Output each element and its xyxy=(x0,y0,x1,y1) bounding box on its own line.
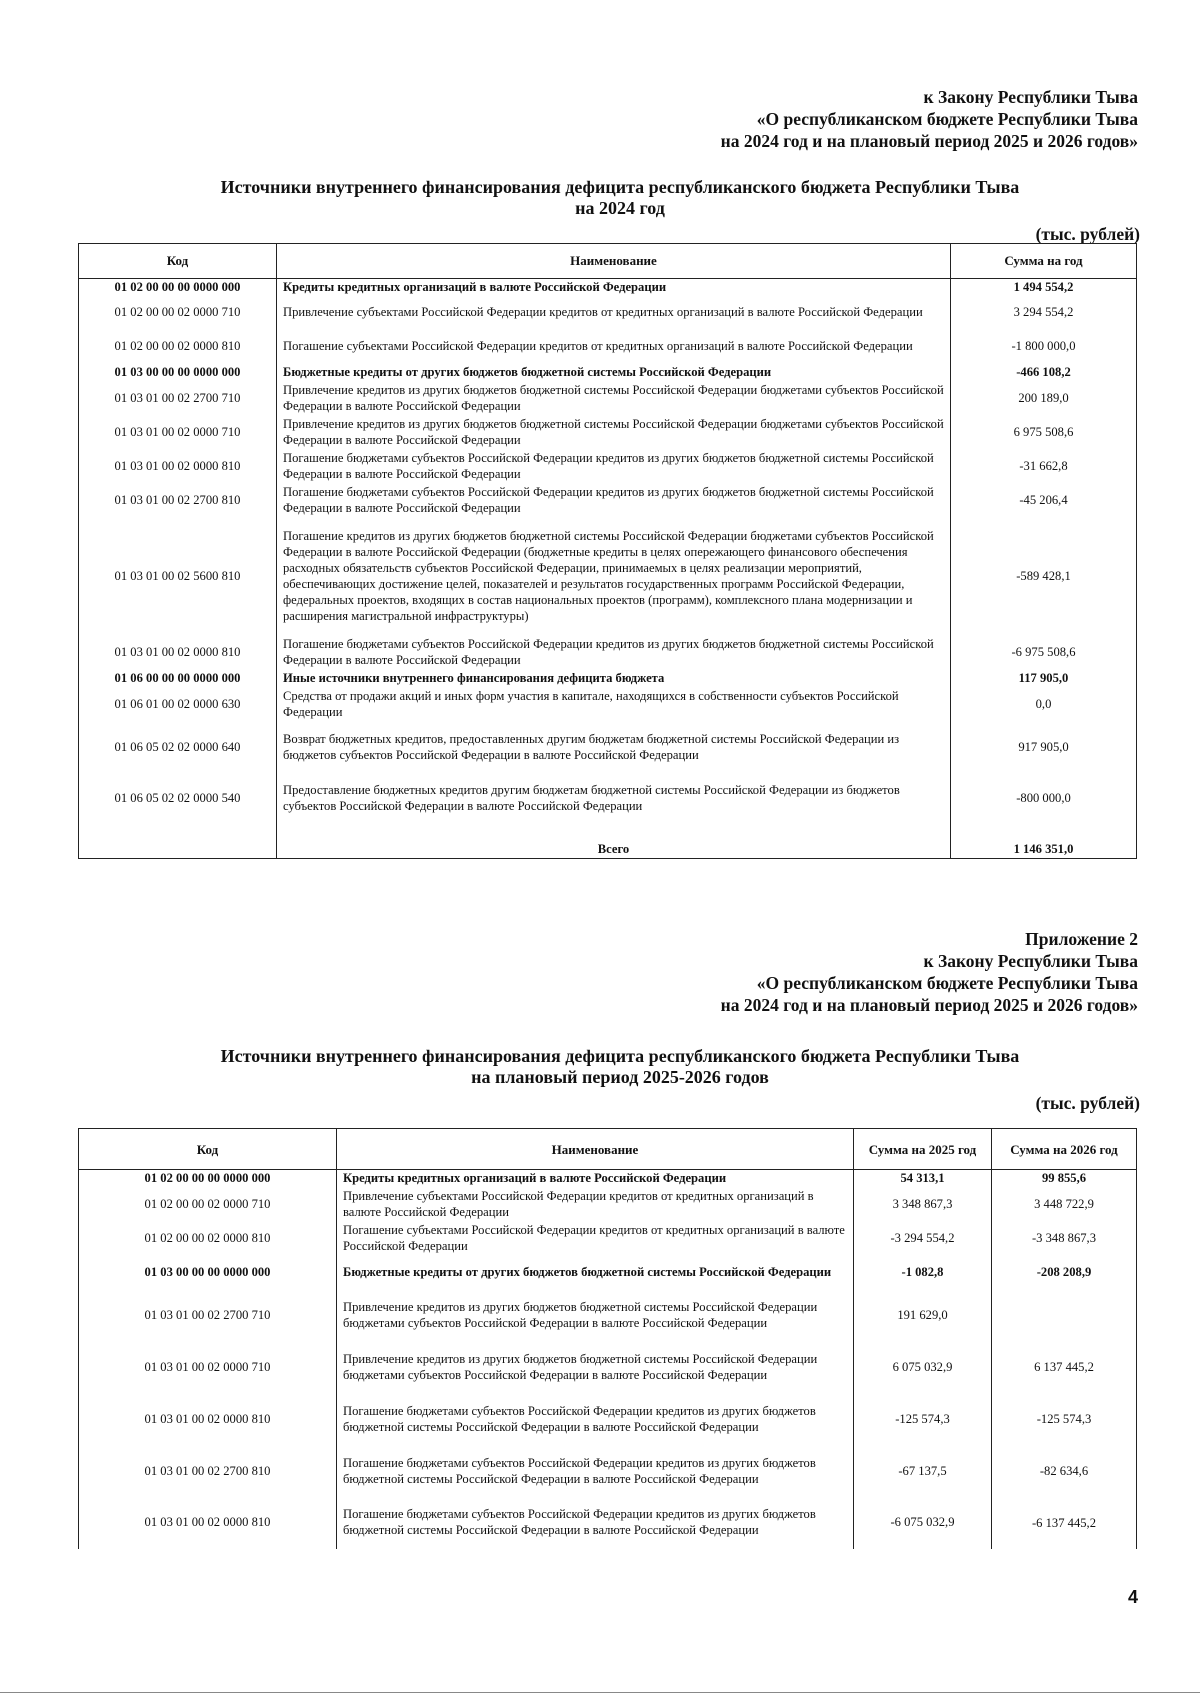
cell-code: 01 02 00 00 02 0000 710 xyxy=(79,1187,337,1221)
table-header-row xyxy=(992,1129,1137,1170)
table-row xyxy=(79,1170,992,1187)
column-header-name: Наименование xyxy=(337,1129,854,1170)
cell-name: Привлечение кредитов из других бюджетов бюджетной системы Российской Федерации бюджетами субъектов Российской Федерации в валюте Российской Федерации xyxy=(337,1341,854,1393)
table-row xyxy=(79,415,1137,449)
title-line: на плановый период 2025-2026 годов xyxy=(471,1067,769,1087)
cell-sum2025: -6 075 032,9 xyxy=(854,1497,992,1549)
table-row xyxy=(79,669,1137,687)
table-row xyxy=(992,1445,1137,1497)
table-row xyxy=(992,1255,1137,1289)
cell-sum2026: 3 448 722,9 xyxy=(992,1187,1137,1221)
cell-sum2025: 6 075 032,9 xyxy=(854,1341,992,1393)
cell-sum2025: 191 629,0 xyxy=(854,1289,992,1341)
table-row xyxy=(992,1341,1137,1393)
cell-code: 01 06 00 00 00 0000 000 xyxy=(79,669,277,687)
cell-code: 01 03 01 00 02 5600 810 xyxy=(79,517,277,635)
cell-name: Иные источники внутреннего финансирования дефицита бюджета xyxy=(277,669,951,687)
appendix1-title xyxy=(120,177,1120,219)
cell-code: 01 06 05 02 02 0000 540 xyxy=(79,773,277,823)
cell-name: Бюджетные кредиты от других бюджетов бюджетной системы Российской Федерации xyxy=(277,363,951,381)
cell-sum: -800 000,0 xyxy=(951,773,1137,823)
cell-sum: -1 800 000,0 xyxy=(951,329,1137,363)
cell-sum2025: 3 348 867,3 xyxy=(854,1187,992,1221)
cell-sum: 117 905,0 xyxy=(951,669,1137,687)
cell-sum: -6 975 508,6 xyxy=(951,635,1137,669)
cell-code: 01 03 01 00 02 0000 810 xyxy=(79,1393,337,1445)
page-number: 4 xyxy=(1127,1587,1138,1607)
appendix2-table-2026 xyxy=(991,1128,1137,1549)
header-line: на 2024 год и на плановый период 2025 и 2026 годов» xyxy=(720,131,1138,151)
appendix2-unit-label: (тыс. рублей) xyxy=(1035,1093,1140,1113)
table-row xyxy=(79,1255,992,1289)
cell-sum: -45 206,4 xyxy=(951,483,1137,517)
table-row xyxy=(992,1289,1137,1341)
cell-name: Погашение бюджетами субъектов Российской Федерации кредитов из других бюджетов бюджетной системы Российской Федерации в валюте Российской Федерации xyxy=(337,1497,854,1549)
table-row xyxy=(79,1221,992,1255)
table-row xyxy=(992,1221,1137,1255)
cell-sum: 0,0 xyxy=(951,687,1137,721)
cell-sum: 200 189,0 xyxy=(951,381,1137,415)
table-row xyxy=(79,363,1137,381)
table-row xyxy=(992,1187,1137,1221)
header-line: Приложение 2 xyxy=(1025,929,1138,949)
cell-sum2026: -82 634,6 xyxy=(992,1445,1137,1497)
column-header-sum: Сумма на год xyxy=(951,244,1137,279)
cell-code: 01 03 01 00 02 2700 710 xyxy=(79,1289,337,1341)
table-row xyxy=(79,1445,992,1497)
appendix1-unit-label: (тыс. рублей) xyxy=(1035,224,1140,244)
table-row xyxy=(79,635,1137,669)
appendix2-table-body xyxy=(79,1170,992,1549)
cell-code: 01 03 00 00 00 0000 000 xyxy=(79,1255,337,1289)
cell-name: Привлечение кредитов из других бюджетов бюджетной системы Российской Федерации бюджетами субъектов Российской Федерации в валюте Российской Федерации xyxy=(337,1289,854,1341)
cell-code: 01 03 01 00 02 0000 710 xyxy=(79,1341,337,1393)
cell-code: 01 02 00 00 00 0000 000 xyxy=(79,279,277,296)
cell-name: Погашение бюджетами субъектов Российской Федерации кредитов из других бюджетов бюджетной системы Российской Федерации в валюте Российской Федерации xyxy=(277,483,951,517)
cell-code: 01 03 00 00 00 0000 000 xyxy=(79,363,277,381)
header-line: к Закону Республики Тыва xyxy=(923,951,1138,971)
cell-name: Погашение кредитов из других бюджетов бюджетной системы Российской Федерации бюджетами субъектов Российской Федерации в валюте Российской Федерации (бюджетные кредиты в целях опережающего финансового обеспечения расходных обязательств субъектов Российской Федерации, принимаемых в целях реализации мероприятий, обеспечивающих достижение целей, показателей и результатов государственных программ Российской Федерации, федеральных проектов, входящих в состав национальных проектов (программ), комплексного плана модернизации и расширения магистральной инфраструктуры) xyxy=(277,517,951,635)
table-row xyxy=(79,295,1137,329)
table-header-row xyxy=(79,244,1137,279)
table-row xyxy=(79,329,1137,363)
table-row xyxy=(79,1341,992,1393)
cell-name: Погашение субъектами Российской Федерации кредитов от кредитных организаций в валюте Российской Федерации xyxy=(277,329,951,363)
cell-sum2026: -3 348 867,3 xyxy=(992,1221,1137,1255)
header-line: к Закону Республики Тыва xyxy=(923,87,1138,107)
table-row xyxy=(79,449,1137,483)
cell-code: 01 03 01 00 02 0000 810 xyxy=(79,635,277,669)
cell-sum2026: 6 137 445,2 xyxy=(992,1341,1137,1393)
cell-sum2025: 54 313,1 xyxy=(854,1170,992,1187)
scan-edge-line xyxy=(0,1692,1200,1693)
table-row xyxy=(79,1497,992,1549)
appendix2-table xyxy=(78,1128,992,1549)
column-header-sum-2026: Сумма на 2026 год xyxy=(992,1129,1137,1170)
cell-code: 01 03 01 00 02 2700 810 xyxy=(79,1445,337,1497)
cell-name: Бюджетные кредиты от других бюджетов бюджетной системы Российской Федерации xyxy=(337,1255,854,1289)
cell-sum2025: -67 137,5 xyxy=(854,1445,992,1497)
cell-code: 01 06 01 00 02 0000 630 xyxy=(79,687,277,721)
cell-code: 01 03 01 00 02 0000 810 xyxy=(79,1497,337,1549)
total-label: Всего xyxy=(277,823,951,859)
cell-sum: -589 428,1 xyxy=(951,517,1137,635)
cell-sum: -466 108,2 xyxy=(951,363,1137,381)
cell-sum2026: -208 208,9 xyxy=(992,1255,1137,1289)
cell-name: Привлечение кредитов из других бюджетов бюджетной системы Российской Федерации бюджетами субъектов Российской Федерации в валюте Российской Федерации xyxy=(277,381,951,415)
appendix1-table-body xyxy=(79,279,1137,859)
cell-name: Привлечение кредитов из других бюджетов бюджетной системы Российской Федерации бюджетами субъектов Российской Федерации в валюте Российской Федерации xyxy=(277,415,951,449)
cell-sum: 1 494 554,2 xyxy=(951,279,1137,296)
cell-sum: -31 662,8 xyxy=(951,449,1137,483)
cell-code: 01 02 00 00 02 0000 810 xyxy=(79,329,277,363)
title-line: на 2024 год xyxy=(575,198,665,218)
cell-sum2025: -125 574,3 xyxy=(854,1393,992,1445)
cell-name: Погашение бюджетами субъектов Российской Федерации кредитов из других бюджетов бюджетной системы Российской Федерации в валюте Российской Федерации xyxy=(337,1393,854,1445)
cell-name: Привлечение субъектами Российской Федерации кредитов от кредитных организаций в валюте Российской Федерации xyxy=(337,1187,854,1221)
cell-sum: 3 294 554,2 xyxy=(951,295,1137,329)
table-row xyxy=(79,687,1137,721)
column-header-name: Наименование xyxy=(277,244,951,279)
table-row xyxy=(79,1289,992,1341)
cell-sum2026: 99 855,6 xyxy=(992,1170,1137,1187)
cell-name: Погашение бюджетами субъектов Российской Федерации кредитов из других бюджетов бюджетной системы Российской Федерации в валюте Российской Федерации xyxy=(337,1445,854,1497)
cell-sum2025: -3 294 554,2 xyxy=(854,1221,992,1255)
table-row xyxy=(79,1187,992,1221)
header-line: «О республиканском бюджете Республики Тыва xyxy=(756,109,1138,129)
cell-name: Возврат бюджетных кредитов, предоставленных другим бюджетам бюджетной системы Российской Федерации из бюджетов субъектов Российской Федерации в валюте Российской Федерации xyxy=(277,721,951,773)
table-header-row xyxy=(79,1129,992,1170)
appendix2-header xyxy=(721,928,1138,1016)
cell-sum2026 xyxy=(992,1289,1137,1341)
total-sum: 1 146 351,0 xyxy=(951,823,1137,859)
header-line: «О республиканском бюджете Республики Тыва xyxy=(756,973,1138,993)
cell-name: Предоставление бюджетных кредитов другим бюджетам бюджетной системы Российской Федерации из бюджетов субъектов Российской Федерации в валюте Российской Федерации xyxy=(277,773,951,823)
column-header-code: Код xyxy=(79,244,277,279)
cell-sum: 917 905,0 xyxy=(951,721,1137,773)
cell-name: Кредиты кредитных организаций в валюте Российской Федерации xyxy=(277,279,951,296)
table-row xyxy=(992,1393,1137,1445)
table-row xyxy=(79,517,1137,635)
column-header-code: Код xyxy=(79,1129,337,1170)
cell-code: 01 06 05 02 02 0000 640 xyxy=(79,721,277,773)
table-row xyxy=(79,381,1137,415)
cell-sum2026: -6 137 445,2 xyxy=(992,1497,1137,1549)
table-row xyxy=(79,773,1137,823)
cell-code: 01 03 01 00 02 2700 810 xyxy=(79,483,277,517)
table-row xyxy=(79,721,1137,773)
table-row xyxy=(992,1497,1137,1549)
column-header-sum-2025: Сумма на 2025 год xyxy=(854,1129,992,1170)
appendix1-table xyxy=(78,243,1137,859)
table-row xyxy=(79,1393,992,1445)
cell-name: Средства от продажи акций и иных форм участия в капитале, находящихся в собственности субъектов Российской Федерации xyxy=(277,687,951,721)
cell-code: 01 03 01 00 02 0000 710 xyxy=(79,415,277,449)
cell-code: 01 02 00 00 02 0000 710 xyxy=(79,295,277,329)
cell-name: Погашение бюджетами субъектов Российской Федерации кредитов из других бюджетов бюджетной системы Российской Федерации в валюте Российской Федерации xyxy=(277,449,951,483)
cell-code: 01 03 01 00 02 0000 810 xyxy=(79,449,277,483)
cell-name: Погашение бюджетами субъектов Российской Федерации кредитов из других бюджетов бюджетной системы Российской Федерации в валюте Российской Федерации xyxy=(277,635,951,669)
cell-name: Погашение субъектами Российской Федерации кредитов от кредитных организаций в валюте Российской Федерации xyxy=(337,1221,854,1255)
cell-sum: 6 975 508,6 xyxy=(951,415,1137,449)
header-line: на 2024 год и на плановый период 2025 и 2026 годов» xyxy=(720,995,1138,1015)
cell-sum2026: -125 574,3 xyxy=(992,1393,1137,1445)
cell-sum2025: -1 082,8 xyxy=(854,1255,992,1289)
table-row xyxy=(992,1170,1137,1187)
appendix1-header xyxy=(721,86,1138,152)
cell-code: 01 02 00 00 00 0000 000 xyxy=(79,1170,337,1187)
appendix2-title xyxy=(120,1046,1120,1088)
appendix2-2026-body xyxy=(992,1170,1137,1549)
cell-code: 01 02 00 00 02 0000 810 xyxy=(79,1221,337,1255)
cell-name: Привлечение субъектами Российской Федерации кредитов от кредитных организаций в валюте Российской Федерации xyxy=(277,295,951,329)
total-row xyxy=(79,823,1137,859)
title-line: Источники внутреннего финансирования дефицита республиканского бюджета Республики Тыва xyxy=(220,1046,1020,1066)
cell-name: Кредиты кредитных организаций в валюте Российской Федерации xyxy=(337,1170,854,1187)
table-row xyxy=(79,483,1137,517)
cell-code: 01 03 01 00 02 2700 710 xyxy=(79,381,277,415)
table-row xyxy=(79,279,1137,296)
title-line: Источники внутреннего финансирования дефицита республиканского бюджета Республики Тыва xyxy=(220,177,1020,197)
cell-code xyxy=(79,823,277,859)
